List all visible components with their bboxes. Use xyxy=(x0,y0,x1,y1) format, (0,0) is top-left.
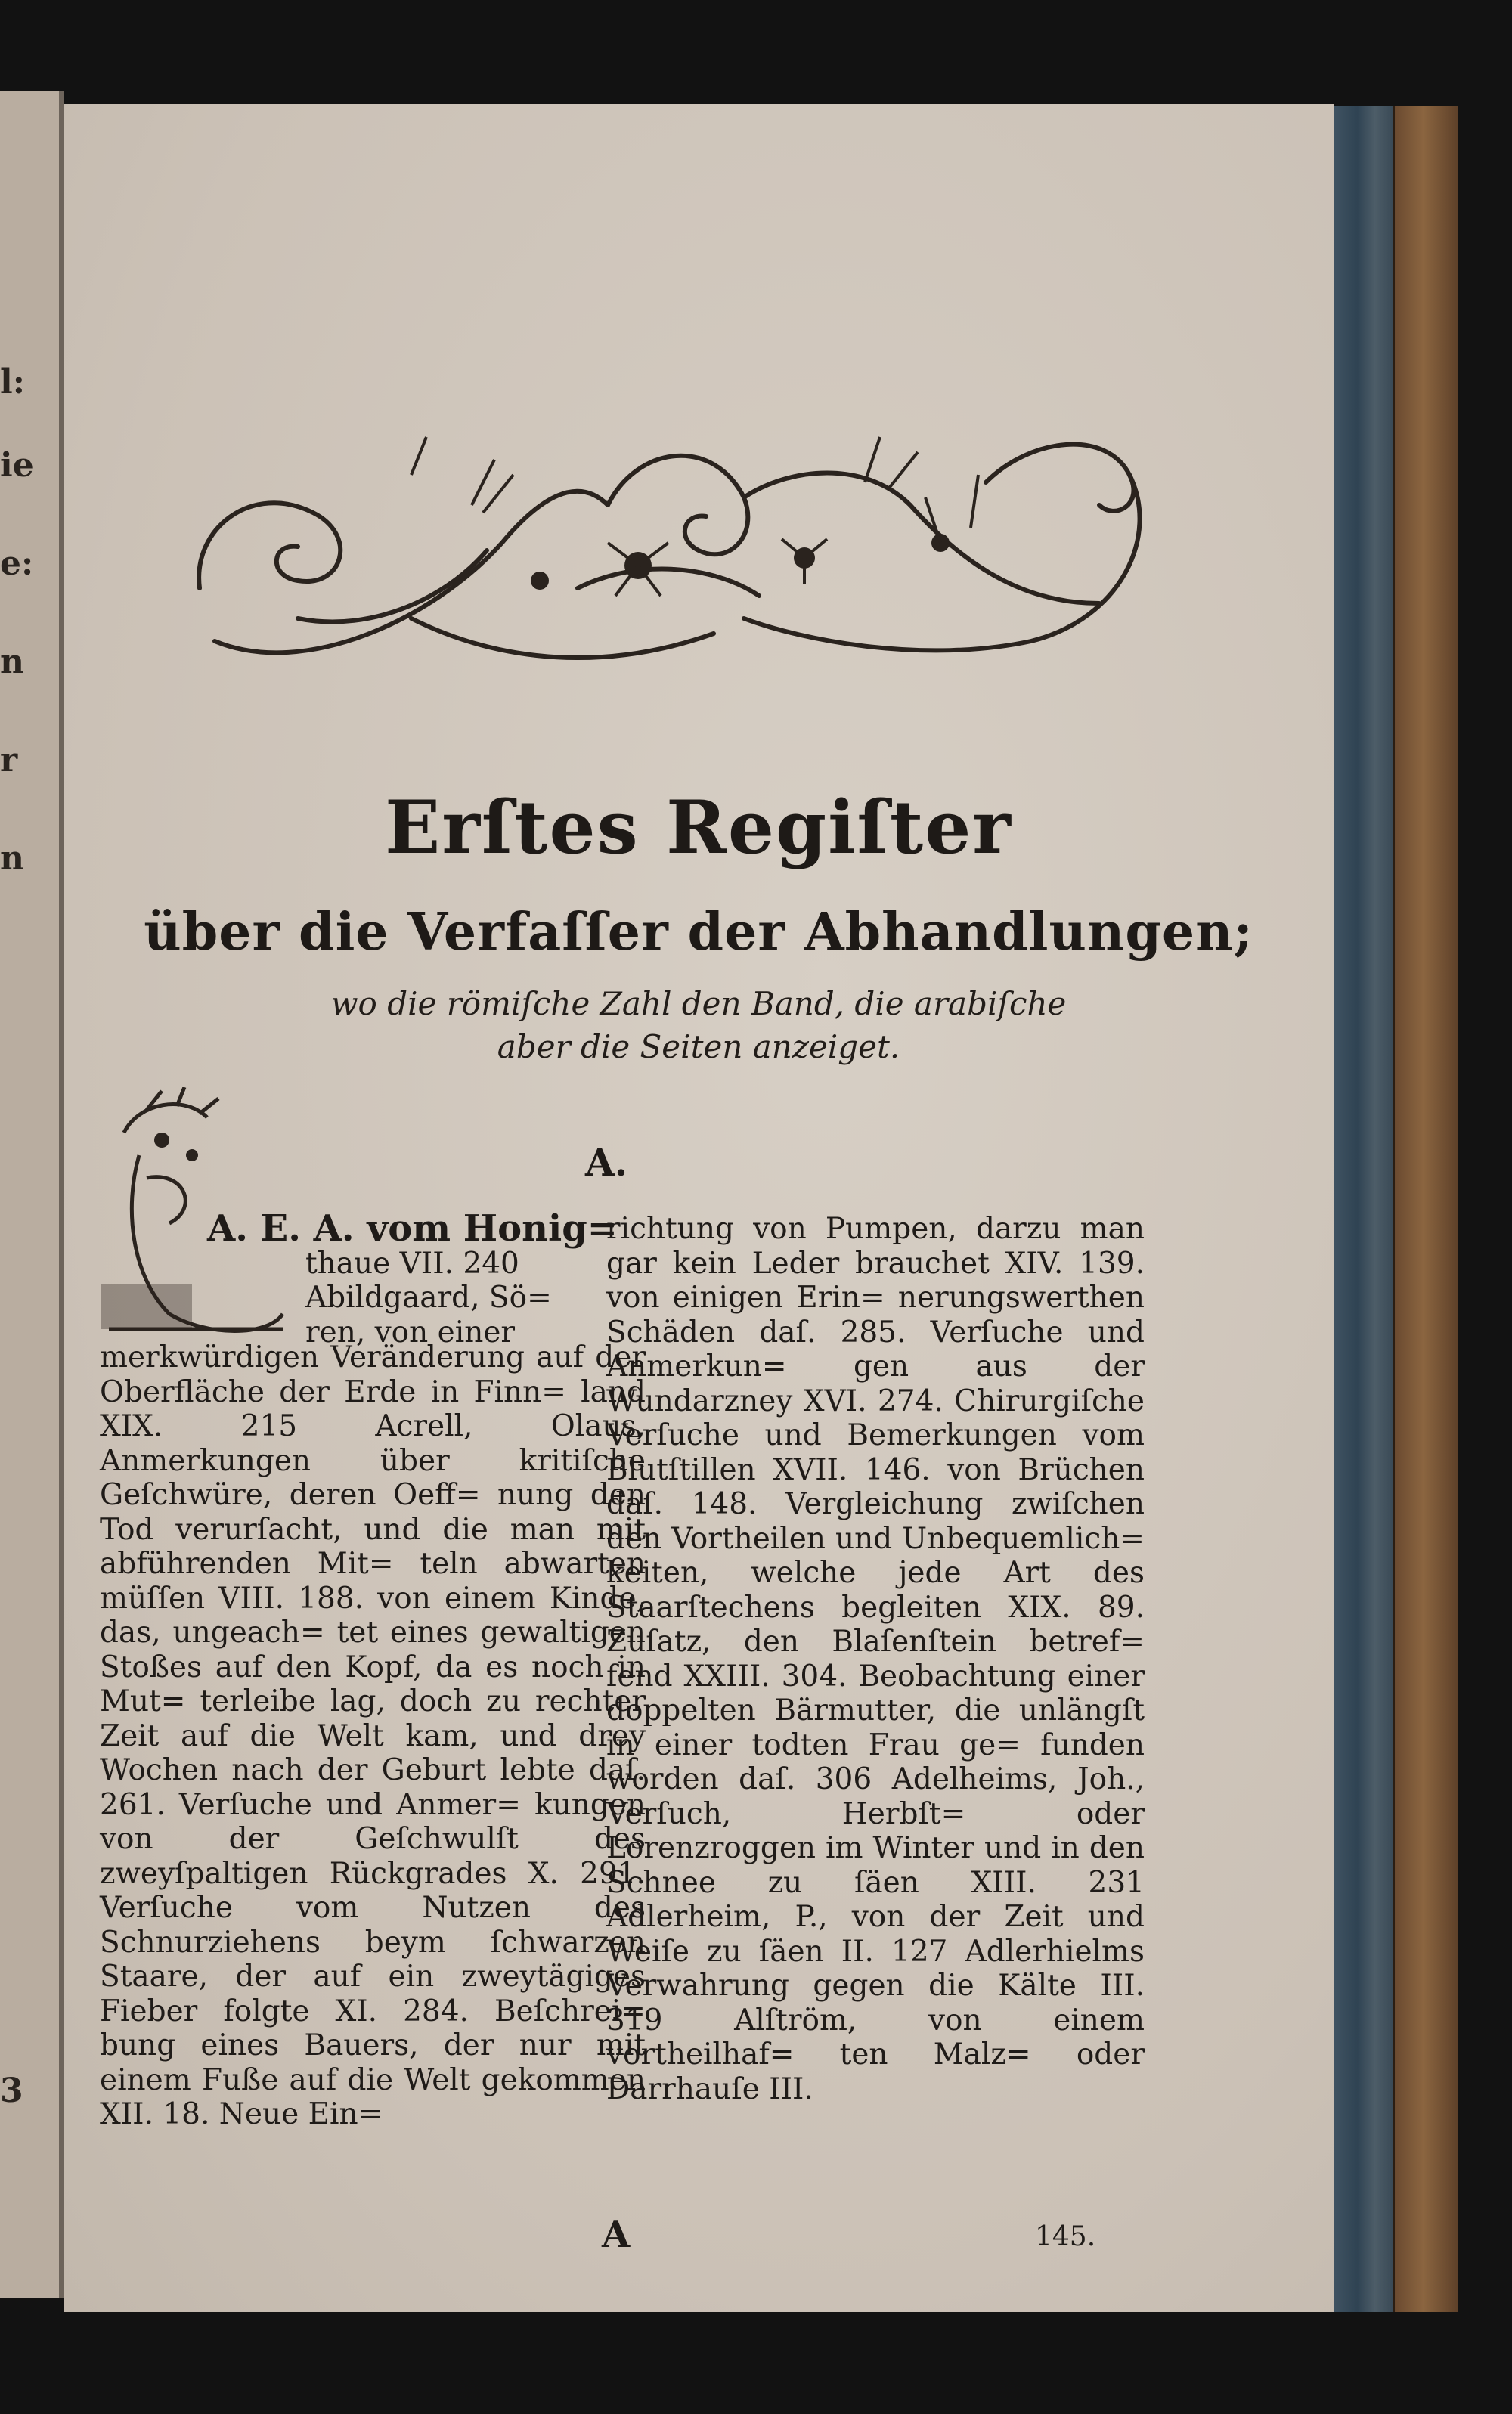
signature-mark: A xyxy=(602,2214,631,2256)
left-page-edge xyxy=(0,91,64,2298)
page-subtitle: über die Verfaſſer der Abhandlungen; xyxy=(144,902,1253,962)
explanatory-note-line-1: wo die römiſche Zahl den Band, die arabiſche xyxy=(330,985,1067,1022)
catchword: 145. xyxy=(1035,2221,1096,2252)
index-entries-left: merkwürdigen Veränderung auf der Oberfläche der Erde in Finn= land XIX. 215 Acrell, Olaus, Anmerkungen über kritiſche Geſchwüre, deren Oeff= nung den Tod verurſacht, und die man mit abführenden Mit= teln abwarten müſſen VIII. 188. von einem Kinde, das, ungeach= tet eines gewaltigen Stoßes auf den Kopf, da es noch in Mut= terleibe lag, doch zu rechter Zeit auf die Welt kam, und drey Wochen nach der Geburt lebte daſ. 261. Verſuche und Anmer= kungen von der Geſchwulſt des zweyſpaltigen Rückgrades X. 291. Verſuche vom Nutzen des Schnurziehens beym ſchwarzen Staare, der auf ein zweytägiges Fieber folgte XI. 284. Beſchrei= bung eines Bauers, der nur mit einem Fuße auf die Welt gekommen XII. 18. Neue Ein= xyxy=(100,1340,646,2131)
index-entry-line: A. E. A. vom Honig= xyxy=(207,1207,618,1250)
left-page-fragment: ie xyxy=(0,446,34,485)
left-column-intro xyxy=(207,1207,646,1350)
section-letter-heading: A. xyxy=(585,1140,628,1185)
decorative-ornament xyxy=(184,392,1160,717)
left-page-fragment: 3 xyxy=(0,2072,23,2110)
index-entry-line: Abildgaard, Sö= xyxy=(305,1281,552,1315)
left-column-text xyxy=(100,1340,646,2132)
index-entry-line: thaue VII. 240 xyxy=(305,1246,519,1281)
index-entries-right: richtung von Pumpen, darzu man gar kein Leder brauchet XIV. 139. von einigen Erin= nerungswerthen Schäden daſ. 285. Verſuche und Anmerkun= gen aus der Wundarzney XVI. 274. Chirurgiſche Verſuche und Bemerkungen vom Blutſtillen XVII. 146. von Brüchen daſ. 148. Vergleichung zwiſchen den Vortheilen und Unbequemlich= keiten, welche jede Art des Staarſtechens begleiten XIX. 89. Zuſatz, den Blaſenſtein betref= fend XXIII. 304. Beobachtung einer doppelten Bärmutter, die unlängſt in einer todten Frau ge= funden worden daſ. 306 Adelheims, Joh., Verſuch, Herbſt= oder Lorenzroggen im Winter und in den Schnee zu ſäen XIII. 231 Adlerheim, P., von der Zeit und Weiſe zu ſäen II. 127 Adlerhielms Verwahrung gegen die Kälte III. 319 Alſtröm, von einem vortheilhaf= ten Malz= oder Darrhauſe III. xyxy=(606,1212,1145,2106)
explanatory-note-line-2: aber die Seiten anzeiget. xyxy=(497,1028,900,1065)
left-page-fragment: r xyxy=(0,741,18,779)
book-page xyxy=(64,104,1334,2312)
index-entry-line: ren, von einer xyxy=(305,1315,516,1350)
right-column-text xyxy=(606,1212,1145,2106)
left-page-fragment: n xyxy=(0,839,24,878)
left-page-fragment: e: xyxy=(0,544,34,583)
page-title: Erſtes Regiſter xyxy=(385,785,1012,870)
book-cover-edge xyxy=(1393,106,1458,2312)
page-block-edge xyxy=(1334,106,1393,2312)
left-page-fragment: n xyxy=(0,643,24,681)
left-page-fragment: l: xyxy=(0,363,25,401)
